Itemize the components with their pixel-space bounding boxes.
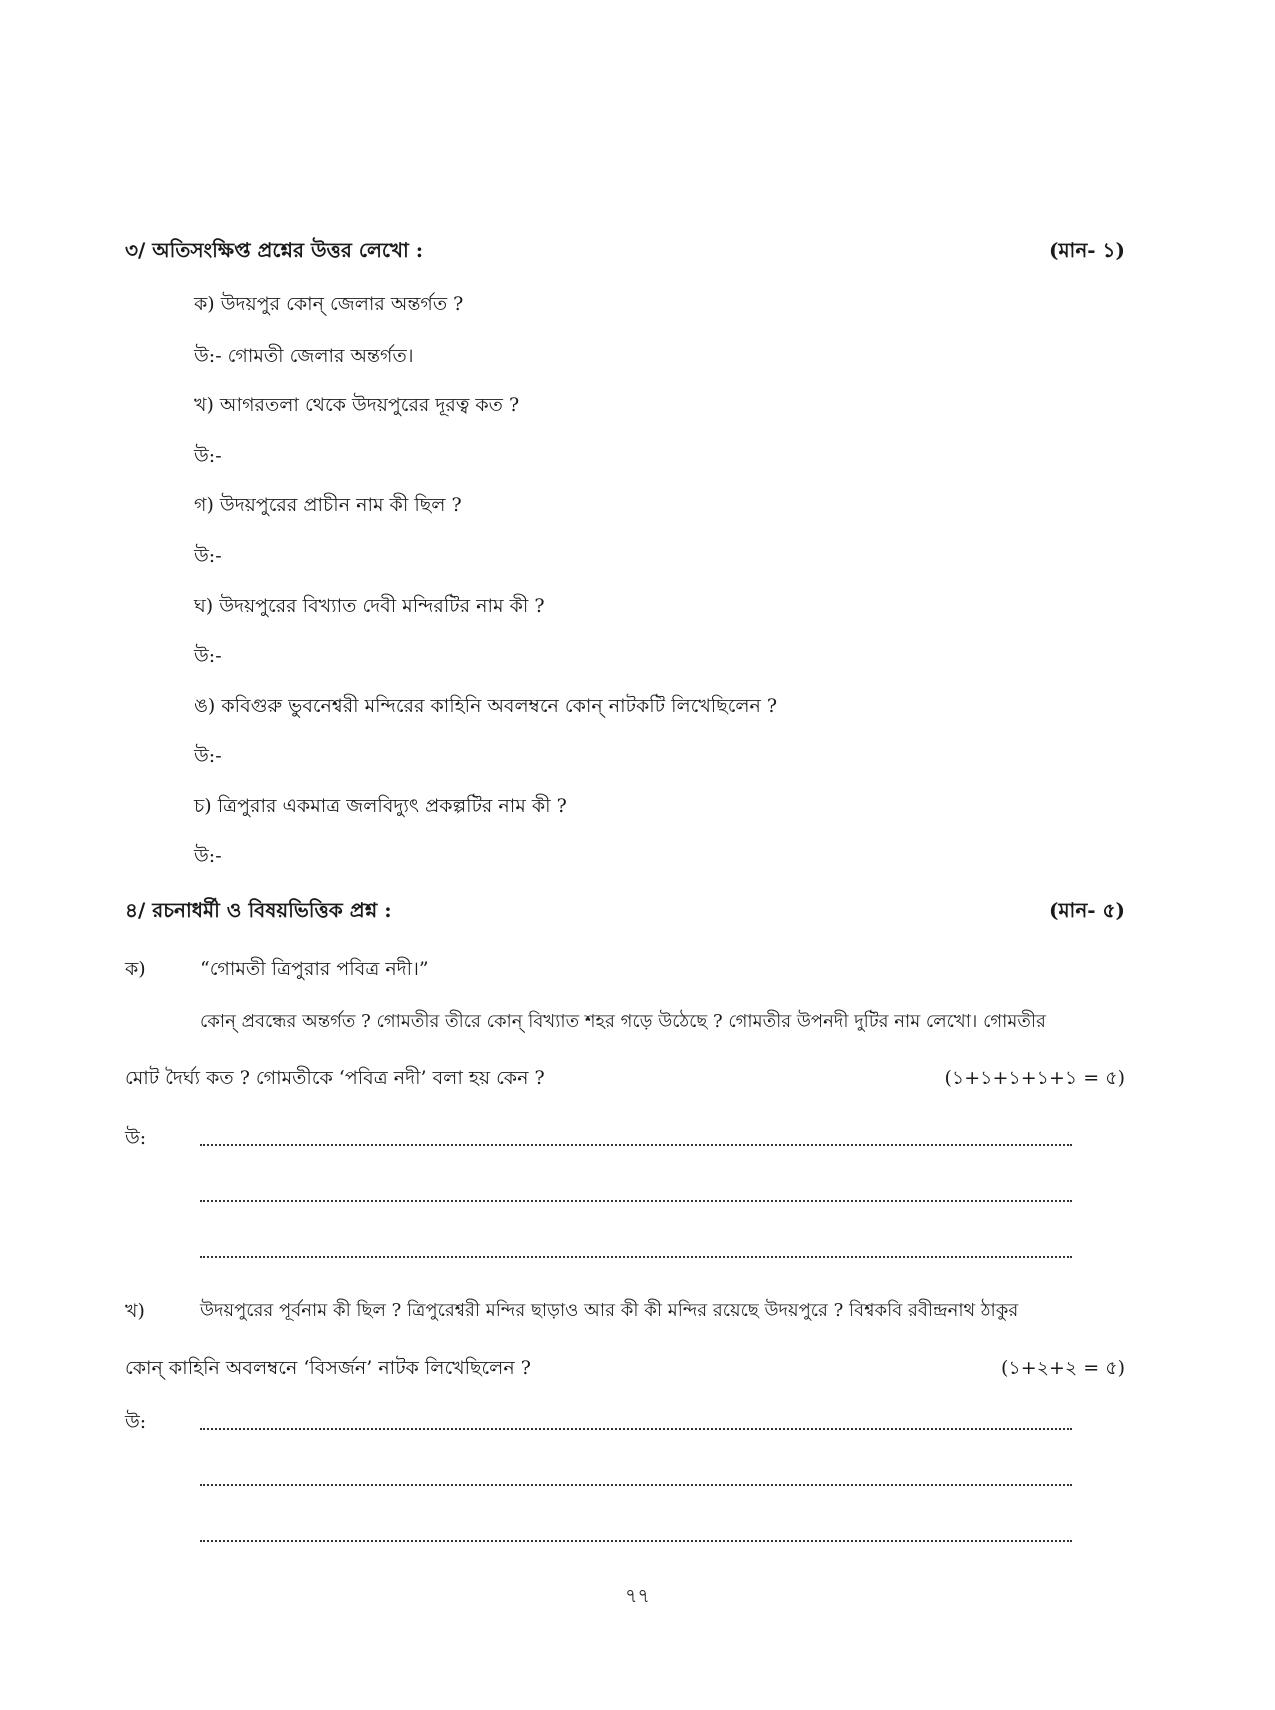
- section4-marks: (মান- ৫): [1048, 898, 1125, 922]
- section3-heading: ৩/ অতিসংক্ষিপ্ত প্রশ্নের উত্তর লেখো :: [125, 238, 424, 262]
- question-a-label: ক): [125, 958, 146, 980]
- answer-line: [200, 1540, 1072, 1542]
- answer-ga: উ:-: [194, 545, 222, 567]
- answer-uma: উ:-: [194, 745, 222, 767]
- question-gha: ঘ) উদয়পুরের বিখ্যাত দেবী মন্দিরটির নাম কী ?: [194, 595, 545, 617]
- question-a-line1: কোন্ প্রবন্ধের অন্তর্গত ? গোমতীর তীরে কোন্ বিখ্যাত শহর গড়ে উঠেছে ? গোমতীর উপনদী দুটির নাম লেখো। গোমতীর: [200, 1011, 1046, 1032]
- question-b-label: খ): [125, 1300, 145, 1322]
- answer-line: [200, 1256, 1072, 1258]
- question-uma: ঙ) কবিগুরু ভুবনেশ্বরী মন্দিরের কাহিনি অবলম্বনে কোন্ নাটকটি লিখেছিলেন ?: [194, 695, 778, 717]
- answer-line: [200, 1200, 1072, 1202]
- question-a-quote: “গোমতী ত্রিপুরার পবিত্র নদী।”: [200, 958, 429, 980]
- question-a-marks: (১+১+১+১+১ = ৫): [944, 1067, 1125, 1089]
- answer-a-label: উ:: [125, 1127, 147, 1149]
- question-b-marks: (১+২+২ = ৫): [1000, 1357, 1125, 1379]
- answer-line: [200, 1428, 1072, 1430]
- question-kha: খ) আগরতলা থেকে উদয়পুরের দূরত্ব কত ?: [194, 394, 520, 416]
- question-ka: ক) উদয়পুর কোন্ জেলার অন্তর্গত ?: [194, 293, 464, 315]
- answer-b-label: উ:: [125, 1411, 147, 1433]
- answer-line: [200, 1144, 1072, 1146]
- answer-gha: উ:-: [194, 645, 222, 667]
- question-cha: চ) ত্রিপুরার একমাত্র জলবিদ্যুৎ প্রকল্পটির নাম কী ?: [194, 795, 567, 817]
- question-b-line2: কোন্ কাহিনি অবলম্বনে ‘বিসর্জন’ নাটক লিখেছিলেন ?: [125, 1357, 531, 1379]
- answer-ka: উ:- গোমতী জেলার অন্তর্গত।: [194, 345, 414, 367]
- answer-cha: উ:-: [194, 845, 222, 867]
- question-b-line1: উদয়পুরের পূর্বনাম কী ছিল ? ত্রিপুরেশ্বরী মন্দির ছাড়াও আর কী কী মন্দির রয়েছে উদয়পুরে ? বিশ্বকবি রবীন্দ্রনাথ ঠাকুর: [200, 1300, 1019, 1321]
- answer-kha: উ:-: [194, 445, 222, 467]
- section4-heading: ৪/ রচনাধর্মী ও বিষয়ভিত্তিক প্রশ্ন :: [125, 898, 392, 922]
- section3-marks: (মান- ১): [1048, 238, 1125, 262]
- question-a-line2: মোট দৈর্ঘ্য কত ? গোমতীকে ‘পবিত্র নদী’ বলা হয় কেন ?: [125, 1067, 545, 1089]
- answer-line: [200, 1484, 1072, 1486]
- question-ga: গ) উদয়পুরের প্রাচীন নাম কী ছিল ?: [194, 494, 462, 516]
- page-number: ৭৭: [625, 1585, 650, 1607]
